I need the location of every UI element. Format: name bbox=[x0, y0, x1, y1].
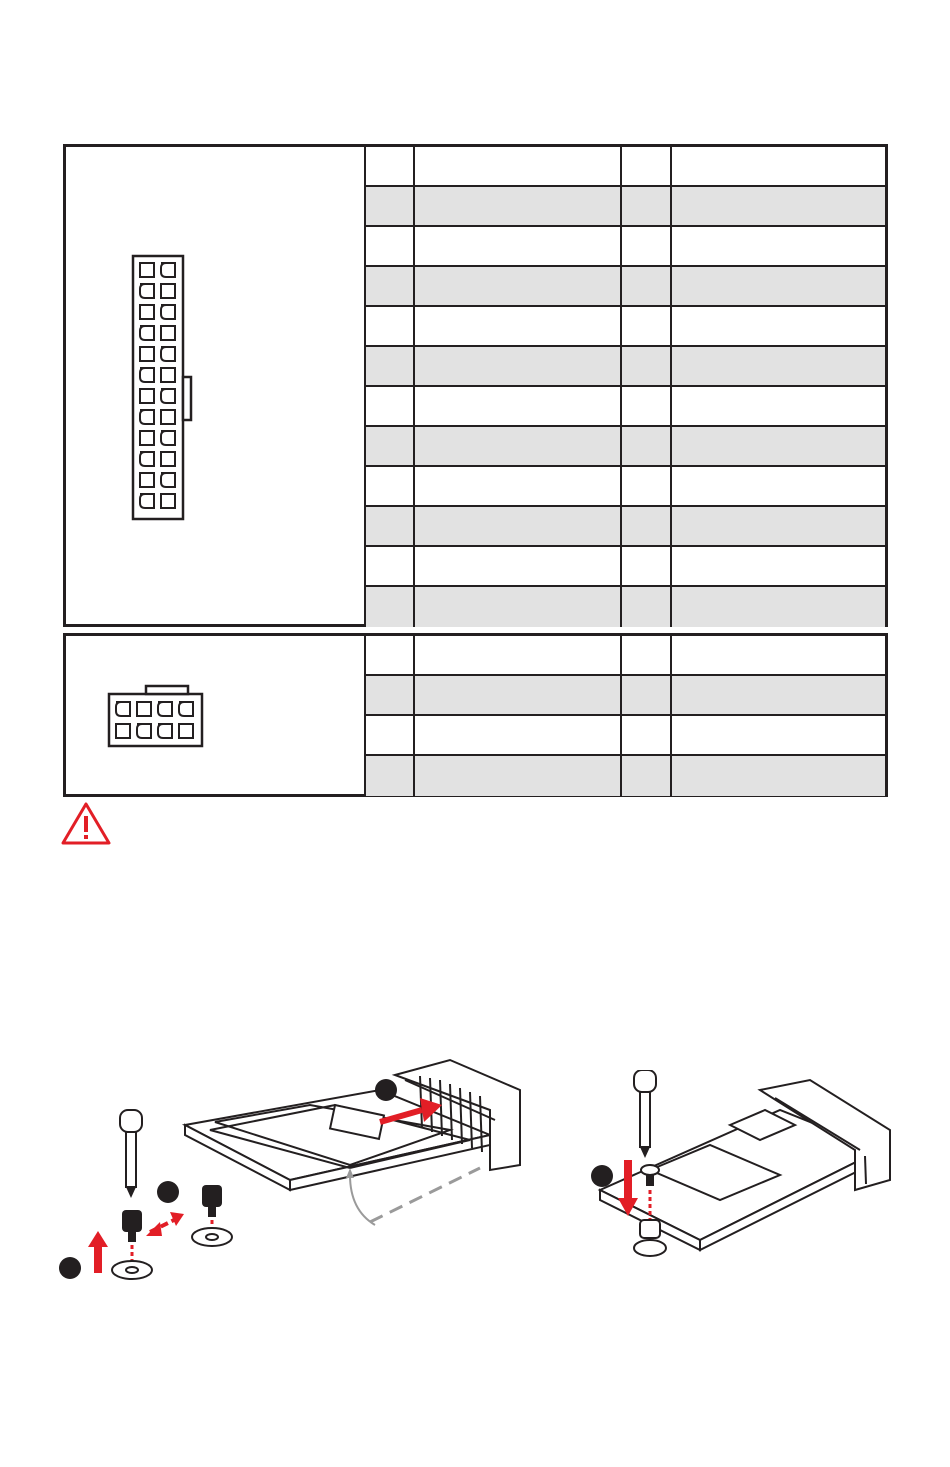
pin-row bbox=[366, 756, 885, 796]
pin-row bbox=[366, 227, 885, 267]
pin-number-cell bbox=[366, 347, 415, 385]
pin-row bbox=[366, 307, 885, 347]
pin-signal-cell bbox=[672, 427, 885, 465]
pin-signal-cell bbox=[415, 676, 622, 714]
pin-number-cell bbox=[622, 547, 672, 585]
pin-number-cell bbox=[622, 507, 672, 545]
pin-number-cell bbox=[622, 227, 672, 265]
pin-row bbox=[366, 147, 885, 187]
pin-signal-cell bbox=[672, 267, 885, 305]
pin-row bbox=[366, 587, 885, 627]
pin-row bbox=[366, 507, 885, 547]
pin-signal-cell bbox=[415, 467, 622, 505]
pin-signal-cell bbox=[672, 187, 885, 225]
pin-signal-cell bbox=[672, 756, 885, 796]
pin-signal-cell bbox=[415, 547, 622, 585]
pin-signal-cell bbox=[415, 507, 622, 545]
cpu-8pin-connector-icon bbox=[66, 636, 364, 794]
pin-number-cell bbox=[366, 147, 415, 185]
pin-number-cell bbox=[366, 187, 415, 225]
pin-number-cell bbox=[622, 147, 672, 185]
pin-signal-cell bbox=[672, 716, 885, 754]
pin-row bbox=[366, 636, 885, 676]
pin-signal-cell bbox=[415, 307, 622, 345]
m2-card-secure-illustration bbox=[580, 1070, 900, 1270]
pin-signal-cell bbox=[672, 587, 885, 627]
pin-number-cell bbox=[622, 636, 672, 674]
pin-number-cell bbox=[622, 716, 672, 754]
pin-number-cell bbox=[622, 676, 672, 714]
pin-number-cell bbox=[366, 227, 415, 265]
pin-number-cell bbox=[366, 547, 415, 585]
pin-number-cell bbox=[622, 347, 672, 385]
pin-number-cell bbox=[366, 387, 415, 425]
pin-signal-cell bbox=[415, 347, 622, 385]
pin-number-cell bbox=[366, 756, 415, 796]
pin-signal-cell bbox=[672, 676, 885, 714]
pin-number-cell bbox=[366, 427, 415, 465]
warning-triangle-icon bbox=[60, 800, 112, 846]
pin-signal-cell bbox=[672, 636, 885, 674]
atx-24pin-connector-icon bbox=[66, 147, 364, 624]
connector-illustration-cell bbox=[66, 636, 366, 794]
pin-number-cell bbox=[622, 427, 672, 465]
pin-signal-cell bbox=[672, 507, 885, 545]
pin-number-cell bbox=[366, 587, 415, 627]
pin-number-cell bbox=[366, 636, 415, 674]
pin-signal-cell bbox=[672, 387, 885, 425]
pin-number-cell bbox=[366, 307, 415, 345]
pin-signal-cell bbox=[672, 467, 885, 505]
pin-signal-cell bbox=[415, 716, 622, 754]
pin-row bbox=[366, 716, 885, 756]
pin-row bbox=[366, 467, 885, 507]
pin-signal-cell bbox=[415, 187, 622, 225]
pin-signal-cell bbox=[672, 227, 885, 265]
pin-signal-cell bbox=[415, 636, 622, 674]
pin-number-cell bbox=[622, 267, 672, 305]
pin-number-cell bbox=[366, 676, 415, 714]
m2-card-install-illustration bbox=[50, 1050, 540, 1300]
pin-signal-cell bbox=[415, 267, 622, 305]
pin-row bbox=[366, 347, 885, 387]
atx-24pin-pinout-table bbox=[63, 144, 888, 627]
pin-signal-cell bbox=[415, 756, 622, 796]
pin-row bbox=[366, 267, 885, 307]
pin-signal-cell bbox=[672, 147, 885, 185]
pin-number-cell bbox=[622, 587, 672, 627]
pin-signal-cell bbox=[415, 427, 622, 465]
cpu-8pin-pinout-table bbox=[63, 633, 888, 797]
pin-row bbox=[366, 547, 885, 587]
pin-number-cell bbox=[366, 267, 415, 305]
pin-number-cell bbox=[622, 187, 672, 225]
pin-signal-cell bbox=[672, 307, 885, 345]
pin-number-cell bbox=[622, 307, 672, 345]
pin-signal-cell bbox=[415, 387, 622, 425]
pin-number-cell bbox=[622, 387, 672, 425]
pin-signal-cell bbox=[415, 227, 622, 265]
pin-number-cell bbox=[622, 467, 672, 505]
pin-number-cell bbox=[366, 507, 415, 545]
pin-number-cell bbox=[366, 716, 415, 754]
pin-signal-cell bbox=[415, 147, 622, 185]
pin-signal-cell bbox=[672, 347, 885, 385]
pin-signal-cell bbox=[672, 547, 885, 585]
pin-row bbox=[366, 387, 885, 427]
pin-number-cell bbox=[366, 467, 415, 505]
connector-illustration-cell bbox=[66, 147, 366, 624]
pin-row bbox=[366, 427, 885, 467]
pin-row bbox=[366, 676, 885, 716]
pin-signal-cell bbox=[415, 587, 622, 627]
pin-number-cell bbox=[622, 756, 672, 796]
pin-row bbox=[366, 187, 885, 227]
